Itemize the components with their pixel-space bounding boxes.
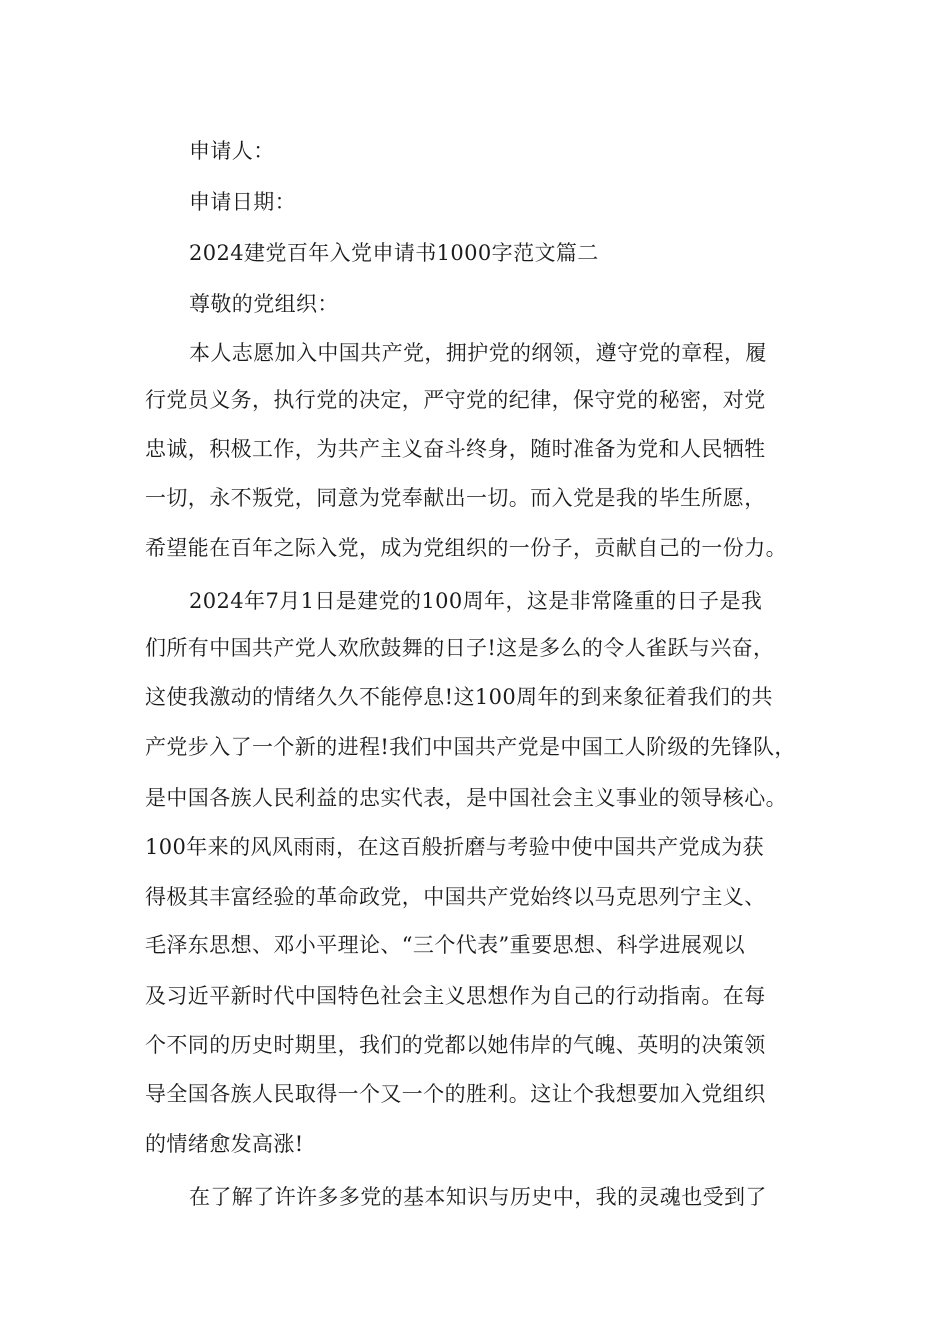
- paragraph-line: 个不同的历史时期里，我们的党都以她伟岸的气魄、英明的决策领: [145, 1033, 766, 1057]
- paragraph-line: 产党步入了一个新的进程!我们中国共产党是中国工人阶级的先锋队，: [145, 735, 796, 759]
- paragraph-line: 忠诚，积极工作，为共产主义奋斗终身，随时准备为党和人民牺牲: [145, 437, 766, 461]
- paragraph-line: 是中国各族人民利益的忠实代表，是中国社会主义事业的领导核心。: [145, 786, 787, 810]
- applicant-label: 申请人：: [189, 139, 275, 163]
- paragraph-line: 们所有中国共产党人欢欣鼓舞的日子!这是多么的令人雀跃与兴奋，: [145, 636, 775, 660]
- paragraph-line: 希望能在百年之际入党，成为党组织的一份子，贡献自己的一份力。: [145, 536, 787, 560]
- salutation: 尊敬的党组织：: [189, 292, 339, 316]
- paragraph-line: 导全国各族人民取得一个又一个的胜利。这让个我想要加入党组织: [145, 1082, 766, 1106]
- paragraph-line: 行党员义务，执行党的决定，严守党的纪律，保守党的秘密，对党: [145, 388, 766, 412]
- section-title: 2024建党百年入党申请书1000字范文篇二: [189, 241, 599, 265]
- paragraph-line: 这使我激动的情绪久久不能停息!这100周年的到来象征着我们的共: [145, 685, 773, 709]
- paragraph-line: 一切，永不叛党，同意为党奉献出一切。而入党是我的毕生所愿，: [145, 486, 766, 510]
- paragraph-line: 100年来的风风雨雨，在这百般折磨与考验中使中国共产党成为获: [145, 835, 765, 859]
- paragraph-line: 的情绪愈发高涨!: [145, 1132, 304, 1156]
- date-label: 申请日期：: [189, 190, 296, 214]
- paragraph-line: 及习近平新时代中国特色社会主义思想作为自己的行动指南。在每: [145, 984, 766, 1008]
- paragraph-line: 得极其丰富经验的革命政党，中国共产党始终以马克思列宁主义、: [145, 885, 766, 909]
- paragraph-line: 毛泽东思想、邓小平理论、“三个代表”重要思想、科学进展观以: [145, 933, 746, 957]
- paragraph-line: 2024年7月1日是建党的100周年，这是非常隆重的日子是我: [189, 589, 763, 613]
- paragraph-line: 本人志愿加入中国共产党，拥护党的纲领，遵守党的章程，履: [189, 341, 767, 365]
- paragraph-line: 在了解了许许多多党的基本知识与历史中，我的灵魂也受到了: [189, 1185, 767, 1209]
